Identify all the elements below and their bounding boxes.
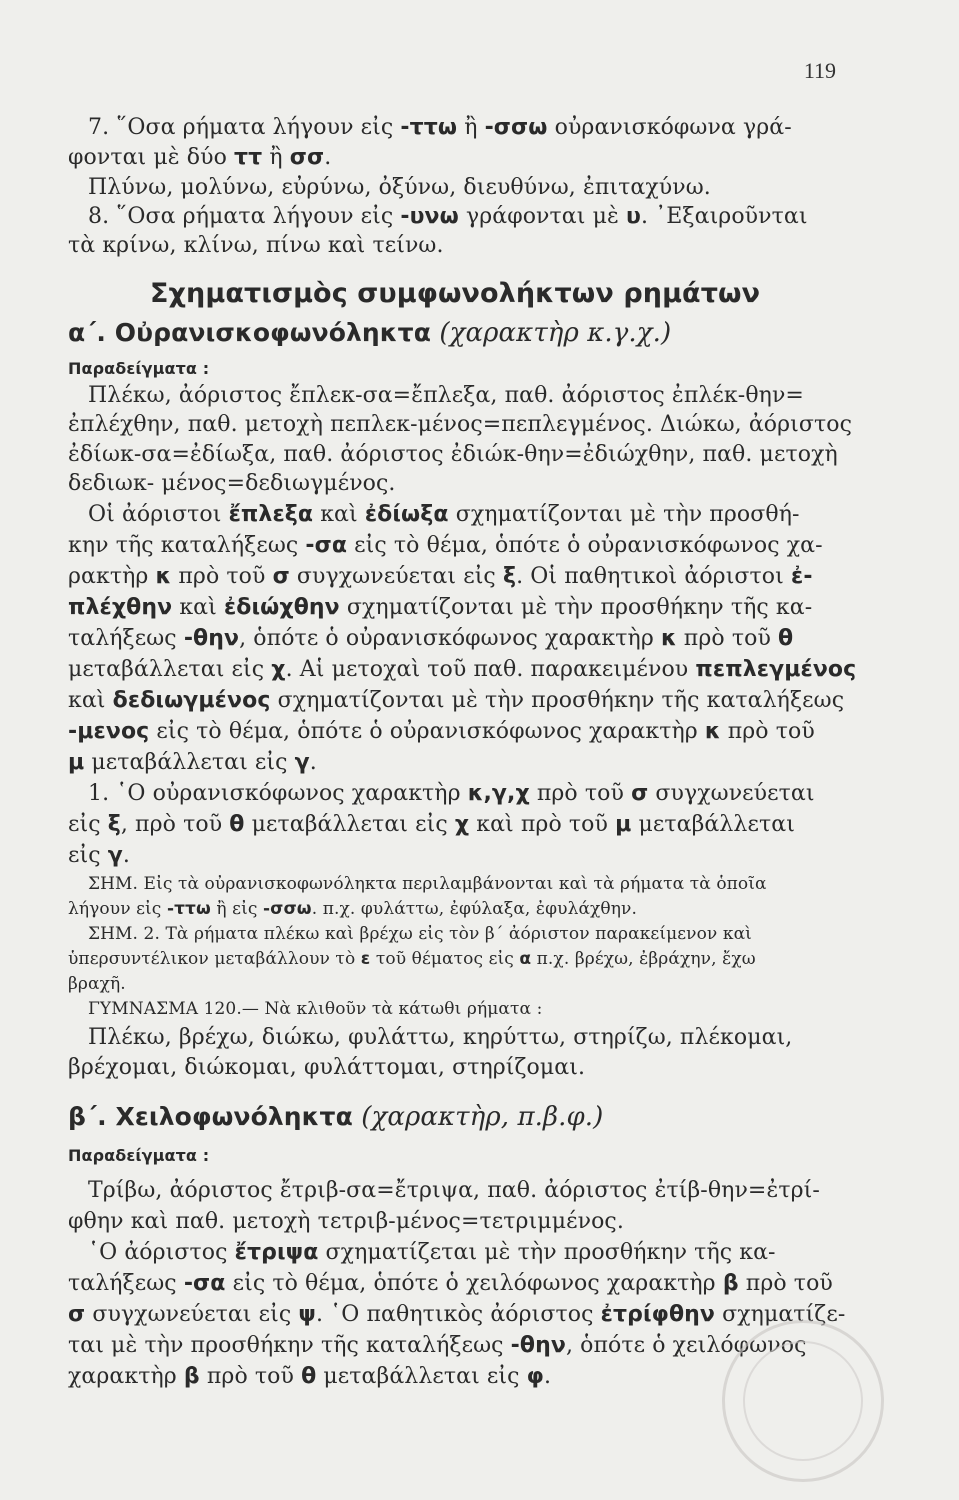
text-line: Πλέκω, βρέχω, διώκω, φυλάττω, κηρύττω, στηρίζω, πλέκομαι, [88, 1025, 793, 1050]
examples-label: Παραδείγματα : [68, 1146, 210, 1165]
page-number: 119 [803, 58, 836, 83]
text-line: 7. ῞Οσα ρήματα λήγουν εἰς -ττω ἢ -σσω οὐρανισκόφωνα γρά- [88, 115, 792, 140]
text-line: εἰς γ. [68, 843, 130, 868]
text-line: καὶ δεδιωγμένος σχηματίζονται μὲ τὴν προσθήκην τῆς καταλήξεως [68, 688, 845, 713]
text-line: κην τῆς καταλήξεως -σα εἰς τὸ θέμα, ὁπότε ὁ οὐρανισκόφωνος χα- [68, 533, 823, 558]
examples-label: Παραδείγματα : [68, 359, 210, 378]
text-line: 8. ῞Οσα ρήματα λήγουν εἰς -υνω γράφονται μὲ υ. ᾿Εξαιροῦνται [88, 204, 808, 229]
text-line: Οἱ ἀόριστοι ἔπλεξα καὶ ἐδίωξα σχηματίζονται μὲ τὴν προσθή- [88, 502, 800, 527]
text-line: πλέχθην καὶ ἐδιώχθην σχηματίζονται μὲ τὴν προσθήκην τῆς κα- [68, 595, 813, 620]
subsection-heading: α΄. Οὐρανισκοφωνόληκτα (χαρακτὴρ κ.γ.χ.) [68, 318, 672, 348]
text-line: 1. ῾Ο οὐρανισκόφωνος χαρακτὴρ κ,γ,χ πρὸ τοῦ σ συγχωνεύεται [88, 781, 815, 806]
text-line: Πλύνω, μολύνω, εὐρύνω, ὀξύνω, διευθύνω, ἐπιταχύνω. [88, 175, 711, 200]
text-line: τὰ κρίνω, κλίνω, πίνω καὶ τείνω. [68, 233, 444, 258]
text-line: Πλέκω, ἀόριστος ἔπλεκ-σα=ἔπλεξα, παθ. ἀόριστος ἐπλέκ-θην= [88, 383, 804, 408]
text-line: μεταβάλλεται εἰς χ. Αἱ μετοχαὶ τοῦ παθ. παρακειμένου πεπλεγμένος [68, 657, 857, 682]
text-line: φονται μὲ δύο ττ ἢ σσ. [68, 145, 332, 170]
text-line: βραχῆ. [68, 974, 126, 994]
subsection-heading: β΄. Χειλοφωνόληκτα (χαρακτὴρ, π.β.φ.) [68, 1102, 604, 1132]
text-line: ΣΗΜ. Εἰς τὰ οὐρανισκοφωνόληκτα περιλαμβάνονται καὶ τὰ ρήματα τὰ ὁποῖα [88, 874, 767, 894]
text-line: φθην καὶ παθ. μετοχὴ τετριβ-μένος=τετριμμένος. [68, 1209, 624, 1234]
text-line: ρακτὴρ κ πρὸ τοῦ σ συγχωνεύεται εἰς ξ. Οἱ παθητικοὶ ἀόριστοι ἐ- [68, 564, 813, 589]
text-line: σ συγχωνεύεται εἰς ψ. ῾Ο παθητικὸς ἀόριστος ἐτρίφθην σχηματίζε- [68, 1302, 846, 1327]
library-stamp [722, 1320, 884, 1482]
text-line: εἰς ξ, πρὸ τοῦ θ μεταβάλλεται εἰς χ καὶ πρὸ τοῦ μ μεταβάλλεται [68, 812, 795, 837]
text-line: μ μεταβάλλεται εἰς γ. [68, 750, 317, 775]
section-heading: Σχηματισμὸς συμφωνολήκτων ρημάτων [150, 278, 761, 309]
text-line: ταλήξεως -θην, ὁπότε ὁ οὐρανισκόφωνος χαρακτὴρ κ πρὸ τοῦ θ [68, 626, 794, 651]
text-line: ται μὲ τὴν προσθήκην τῆς καταλήξεως -θην, ὁπότε ὁ χειλόφωνος [68, 1333, 807, 1358]
text-line: ἐπλέχθην, παθ. μετοχὴ πεπλεκ-μένος=πεπλεγμένος. Διώκω, ἀόριστος [68, 412, 853, 437]
text-line: -μενος εἰς τὸ θέμα, ὁπότε ὁ οὐρανισκόφωνος χαρακτὴρ κ πρὸ τοῦ [68, 719, 815, 744]
text-line: ἐδίωκ-σα=ἐδίωξα, παθ. ἀόριστος ἐδιώκ-θην=ἐδιώχθην, παθ. μετοχὴ [68, 442, 838, 467]
text-line: χαρακτὴρ β πρὸ τοῦ θ μεταβάλλεται εἰς φ. [68, 1364, 552, 1389]
text-line: δεδιωκ- μένος=δεδιωγμένος. [68, 471, 396, 496]
text-line: ὑπερσυντέλικον μεταβάλλουν τὸ ε τοῦ θέματος εἰς α π.χ. βρέχω, ἐβράχην, ἔχω [68, 949, 756, 969]
text-line: Τρίβω, ἀόριστος ἔτριβ-σα=ἔτριψα, παθ. ἀόριστος ἐτίβ-θην=ἐτρί- [88, 1178, 820, 1203]
text-line: ΣΗΜ. 2. Τὰ ρήματα πλέκω καὶ βρέχω εἰς τὸν β΄ ἀόριστον παρακείμενον καὶ [88, 924, 752, 944]
text-line: ΓΥΜΝΑΣΜΑ 120.— Νὰ κλιθοῦν τὰ κάτωθι ρήματα : [88, 999, 543, 1019]
text-line: ταλήξεως -σα εἰς τὸ θέμα, ὁπότε ὁ χειλόφωνος χαρακτὴρ β πρὸ τοῦ [68, 1271, 833, 1296]
text-line: ῾Ο ἀόριστος ἔτριψα σχηματίζεται μὲ τὴν προσθήκην τῆς κα- [88, 1240, 776, 1265]
text-line: βρέχομαι, διώκομαι, φυλάττομαι, στηρίζομαι. [68, 1055, 586, 1080]
text-line: λήγουν εἰς -ττω ἢ εἰς -σσω. π.χ. φυλάττω, ἐφύλαξα, ἐφυλάχθην. [68, 899, 637, 919]
